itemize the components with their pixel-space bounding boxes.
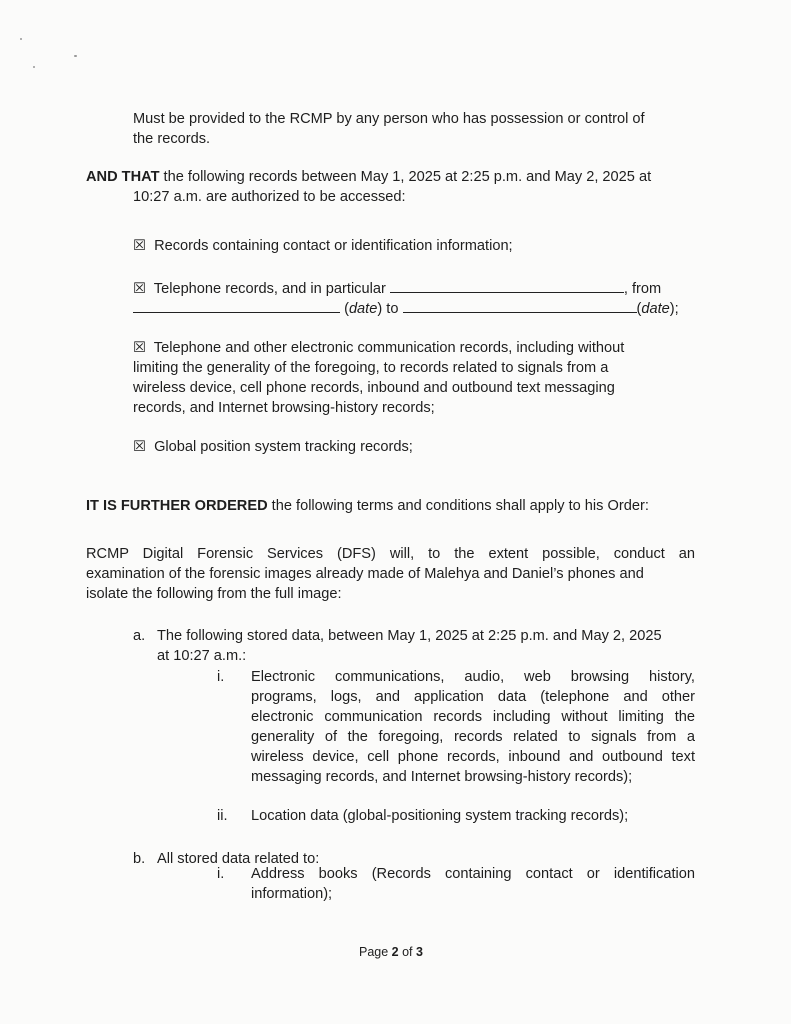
- from-text: , from: [623, 281, 662, 297]
- blank-line-date-from: [133, 298, 340, 313]
- scan-speck: [20, 38, 22, 40]
- item-a-i-line: electronic communication records including without limiting the: [251, 709, 695, 725]
- item-a-marker: a.: [133, 628, 146, 644]
- check-item-label: Telephone records, and in particular: [153, 281, 386, 297]
- item-a-line-1: The following stored data, between May 1, 2025 at 2:25 p.m. and May 2, 2025: [157, 628, 662, 644]
- scan-speck: [33, 66, 35, 68]
- and-that-line-1: [86, 167, 651, 187]
- checked-box-icon: ☒: [133, 238, 147, 254]
- date-from-label: (date) to: [344, 301, 399, 317]
- page-total: 3: [416, 945, 423, 959]
- check-item-electronic-line: limiting the generality of the foregoing, to records related to signals from a: [133, 360, 609, 376]
- intro-line-1: Must be provided to the RCMP by any person who has possession or control of: [133, 111, 645, 127]
- check-item-label: Records containing contact or identification information;: [154, 238, 513, 254]
- blank-line-date-to: [403, 298, 637, 313]
- date-word: date: [348, 301, 378, 317]
- date-word: date: [641, 301, 670, 317]
- check-item-telephone-dates: [133, 298, 679, 319]
- item-a-i-line: programs, logs, and application data (telephone and other: [251, 689, 695, 705]
- date-to-label: (date);: [636, 301, 679, 317]
- checked-box-icon: ☒: [133, 340, 147, 356]
- check-item-telephone: [133, 278, 661, 299]
- and-that-text: the following records between May 1, 2025 at 2:25 p.m. and May 2, 2025 at: [159, 169, 652, 185]
- item-b-i-line: Address books (Records containing contact or identification: [251, 866, 695, 882]
- dfs-line-3: isolate the following from the full image:: [86, 586, 342, 602]
- item-b-i-line: information);: [251, 886, 333, 902]
- scan-speck: [74, 55, 77, 57]
- item-b-i-marker: i.: [217, 866, 225, 882]
- blank-line-particular: [390, 278, 624, 293]
- page-number: [359, 942, 423, 962]
- checked-box-icon: ☒: [133, 281, 147, 297]
- and-that-line-2: 10:27 a.m. are authorized to be accessed:: [133, 189, 406, 205]
- check-item-electronic-line: records, and Internet browsing-history records;: [133, 400, 435, 416]
- further-text: the following terms and conditions shall apply to his Order:: [267, 498, 649, 514]
- item-a-ii-line: Location data (global-positioning system tracking records);: [251, 808, 629, 824]
- date-end: );: [669, 301, 679, 317]
- check-item-electronic-line: wireless device, cell phone records, inbound and outbound text messaging: [133, 380, 615, 396]
- item-a-line-2: at 10:27 a.m.:: [157, 648, 247, 664]
- further-lead: IT IS FURTHER ORDERED: [86, 498, 268, 514]
- item-a-i-line: Electronic communications, audio, web browsing history,: [251, 669, 695, 685]
- dfs-line-2: examination of the forensic images already made of Malehya and Daniel’s phones and: [86, 566, 644, 582]
- item-a-i-line: messaging records, and Internet browsing-history records);: [251, 769, 633, 785]
- item-b-line-1: All stored data related to:: [157, 851, 320, 867]
- page-word: Page: [359, 945, 392, 959]
- check-item-label: Global position system tracking records;: [154, 439, 413, 455]
- item-a-i-line: generality of the foregoing, records related to signals from a: [251, 729, 695, 745]
- dfs-line-1: RCMP Digital Forensic Services (DFS) will, to the extent possible, conduct an: [86, 546, 695, 562]
- and-that-lead: AND THAT: [86, 169, 160, 185]
- check-item-contact: [133, 236, 513, 256]
- item-b-marker: b.: [133, 851, 146, 867]
- page-current: 2: [391, 945, 399, 959]
- to-word: ) to: [377, 301, 399, 317]
- item-a-ii-marker: ii.: [217, 808, 228, 824]
- intro-line-2: the records.: [133, 131, 211, 147]
- of-word: of: [398, 945, 416, 959]
- further-ordered: [86, 496, 649, 516]
- item-a-i-line: wireless device, cell phone records, inbound and outbound text: [251, 749, 695, 765]
- item-a-i-marker: i.: [217, 669, 225, 685]
- check-item-label: Telephone and other electronic communication records, including without: [153, 340, 625, 356]
- check-item-electronic: [133, 338, 624, 358]
- check-item-gps: [133, 437, 413, 457]
- checked-box-icon: ☒: [133, 439, 147, 455]
